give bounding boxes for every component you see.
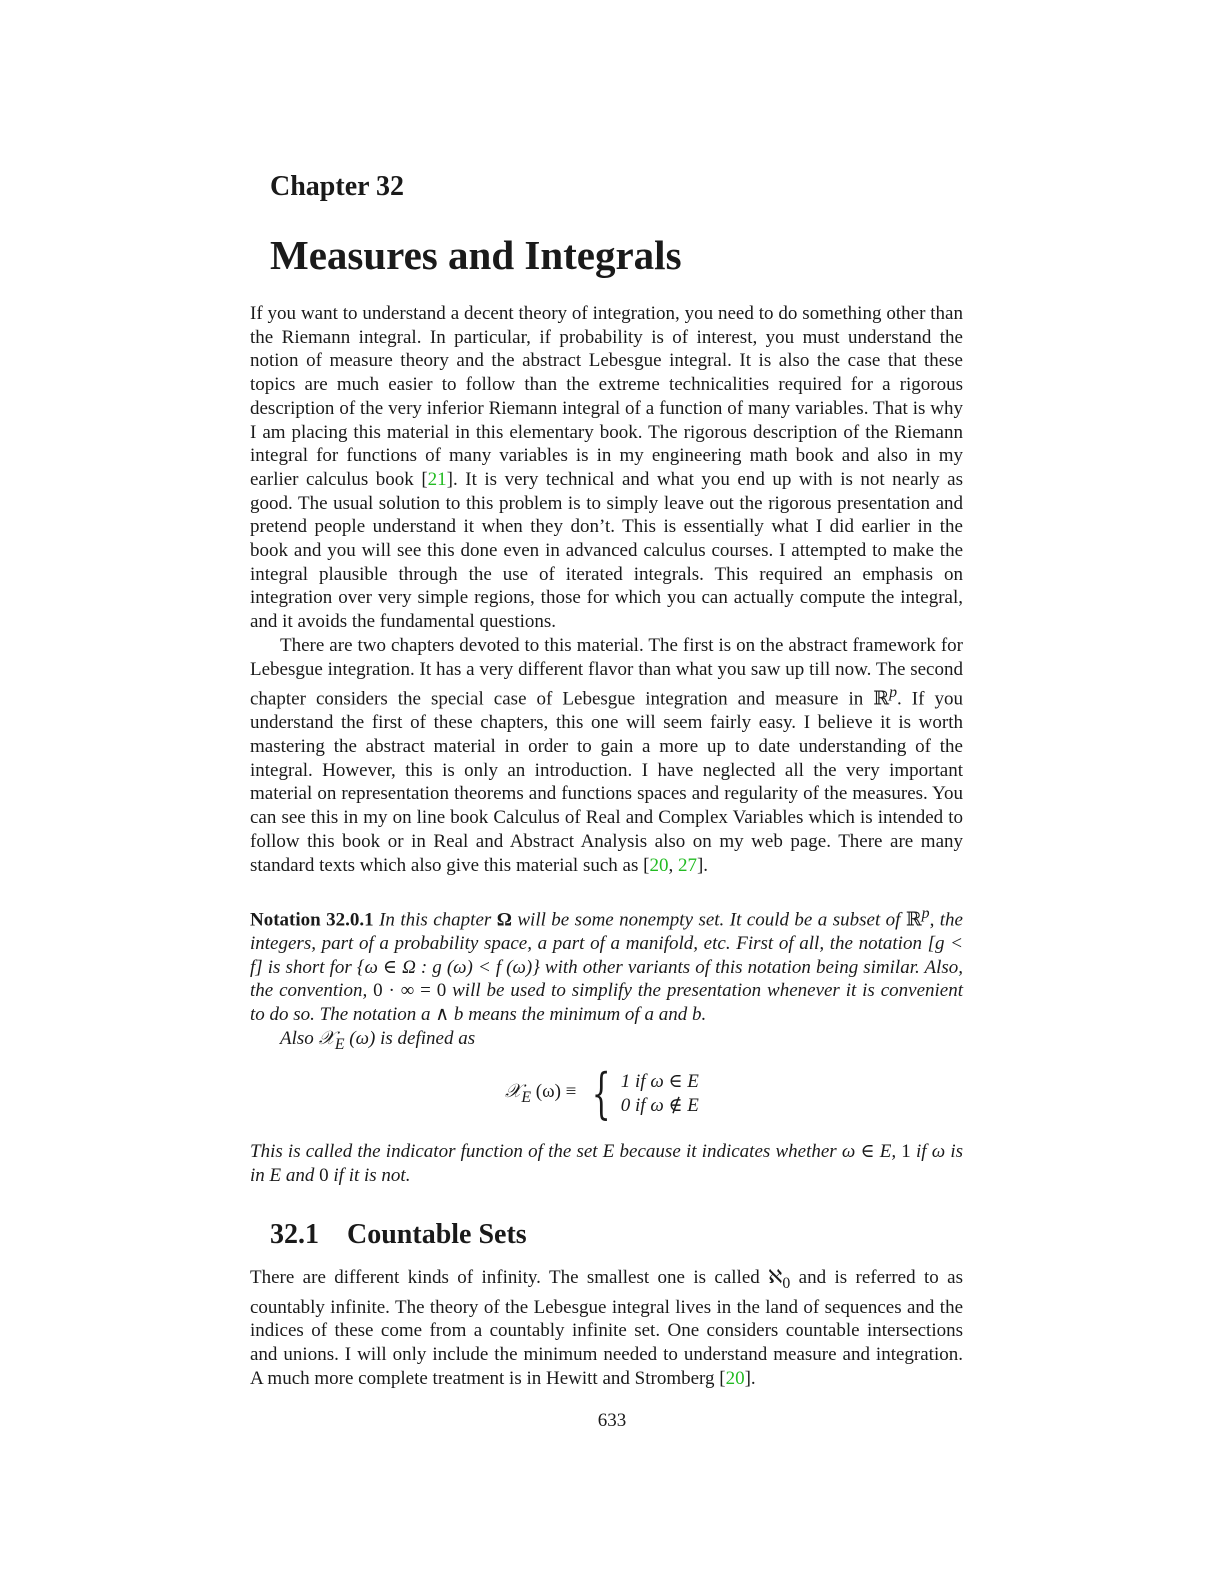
chapter-label: Chapter 32 — [270, 171, 405, 202]
aleph-subscript: 0 — [782, 1274, 791, 1292]
section-number: 32.1 — [270, 1219, 319, 1250]
section-title: Countable Sets — [347, 1219, 527, 1250]
countable-paragraph — [250, 1266, 963, 1390]
chi-symbol: 𝒳 — [505, 1081, 522, 1103]
real-space-symbol: ℝ — [905, 909, 922, 931]
real-space-exponent: p — [921, 905, 930, 922]
text-run: with other variants of this notation being similar. Also, the convention, — [250, 956, 963, 1002]
text-run: ]. It is very technical and what you end up with is not nearly as good. The usual solution to this problem is to simply leave out the rigorous presentation and pretend people understand it when they don’t. This is essentially what I did earlier in the book and you will see this done even in advanced calculus courses. I attempted to make the integral plausible through the use of iterated integrals. This required an emphasis on integration over very simple regions, those for which you can actually compute the integral, and it avoids the fundamental questions. — [250, 468, 964, 633]
math-zero: 0 — [319, 1164, 329, 1186]
text-run: If you want to understand a decent theory of integration, you need to do something other than the Riemann integral. In particular, if probability is of interest, you must understand the notion of measure theory and the abstract Lebesgue integral. It is also the case that these topics are much easier to follow than the extreme technicalities required for a rigorous description of the very inferior Riemann integral of a function of many variables. That is why I am placing this material in this elementary book. The rigorous description of the Riemann integral for functions of many variables is in my engineering math book and also in my earlier calculus book [ — [250, 303, 963, 490]
intro-paragraph-2 — [250, 634, 963, 877]
math-expression: 0 · ∞ = 0 — [373, 980, 447, 1002]
countable-sets-section — [250, 1266, 963, 1390]
citation-link-27[interactable]: 27 — [677, 854, 697, 876]
intro-section — [250, 302, 963, 877]
text-run: if it is not. — [328, 1164, 411, 1186]
citation-link-20[interactable]: 20 — [649, 854, 669, 876]
intro-paragraph-1 — [250, 302, 963, 634]
math-expression: [g < f] — [250, 933, 964, 978]
text-run: In this chapter — [373, 909, 497, 931]
case-zero: 0 if ω ∉ E — [620, 1095, 699, 1116]
text-run: will be some nonempty set. It could be a subset of — [511, 909, 906, 931]
chapter-title: Measures and Integrals — [270, 232, 682, 278]
text-run: . If you understand the first of these chapters, this one will seem fairly easy. I believe it is worth mastering the abstract material in order to gain a more up to date understanding of the integral. However, this is only an introduction. I have neglected all the very important material on representation theorems and functions spaces and regularity of the measures. You can see this in my on line book Calculus of Real and Complex Variables which is intended to follow this book or in Real and Abstract Analysis also on my web page. There are many standard texts which also give this material such as [ — [250, 688, 963, 876]
left-brace: { — [592, 1062, 612, 1125]
text-run: ]. — [696, 854, 709, 876]
chi-symbol: 𝒳 — [318, 1027, 335, 1049]
text-run: (ω) is defined as — [344, 1027, 476, 1049]
indicator-note — [250, 1140, 963, 1187]
text-run: if ω is in E and — [250, 1141, 963, 1186]
text-run: will be used to simplify the presentation whenever it is convenient to do so. The notation — [250, 980, 963, 1026]
section-heading — [270, 1218, 527, 1252]
real-space-exponent: p — [889, 684, 897, 702]
text-run: , the integers, part of a probability space, a part of a manifold, etc. First of all, the notation — [250, 909, 963, 955]
equation-cases — [621, 1070, 699, 1118]
text-run: (ω) ≡ — [531, 1081, 577, 1103]
text-run: ]. — [744, 1367, 756, 1389]
aleph-symbol: ℵ — [768, 1267, 783, 1288]
case-one: 1 if ω ∈ E — [620, 1071, 699, 1092]
math-expression: a ∧ b — [421, 1004, 464, 1026]
math-one: 1 — [901, 1141, 911, 1162]
notation-label: Notation 32.0.1 — [250, 909, 374, 931]
notation-paragraph-2 — [250, 1027, 963, 1057]
indicator-paragraph — [250, 1140, 963, 1187]
omega-symbol: Ω — [496, 909, 512, 931]
text-run: There are two chapters devoted to this material. The first is on the abstract framework for Lebesgue integration. It has a very different flavor than what you saw up till now. The second chapter considers the special case of Lebesgue integration and measure in — [250, 634, 963, 710]
chi-subscript: E — [521, 1088, 532, 1106]
text-run: and is referred to as countably infinite. The theory of the Lebesgue integral lives in the land of sequences and the indices of these come from a countably infinite set. One considers countable intersections and unions. I will only include the minimum needed to understand measure and integration. A much more complete treatment is in Hewitt and Stromberg [ — [250, 1267, 963, 1389]
real-space-symbol: ℝ — [873, 688, 890, 710]
notation-paragraph — [250, 902, 963, 1027]
notation-block — [250, 902, 963, 1056]
text-run: Also — [280, 1027, 319, 1049]
citation-link-20[interactable]: 20 — [725, 1367, 745, 1389]
page-number: 633 — [597, 1410, 627, 1431]
text-run: , — [668, 854, 678, 876]
text-run: There are different kinds of infinity. The smallest one is called — [250, 1267, 769, 1288]
text-run: This is called the indicator function of the set E because it indicates whether ω ∈ E, — [250, 1141, 902, 1162]
text-run: means the minimum of a and b. — [463, 1004, 707, 1026]
citation-link-21[interactable]: 21 — [427, 468, 447, 490]
equation-lhs — [505, 1081, 576, 1107]
chi-subscript: E — [334, 1035, 345, 1053]
math-expression: {ω ∈ Ω : g (ω) < f (ω)} — [356, 956, 540, 978]
indicator-equation — [505, 1062, 699, 1125]
text-run: is short for — [262, 956, 357, 978]
